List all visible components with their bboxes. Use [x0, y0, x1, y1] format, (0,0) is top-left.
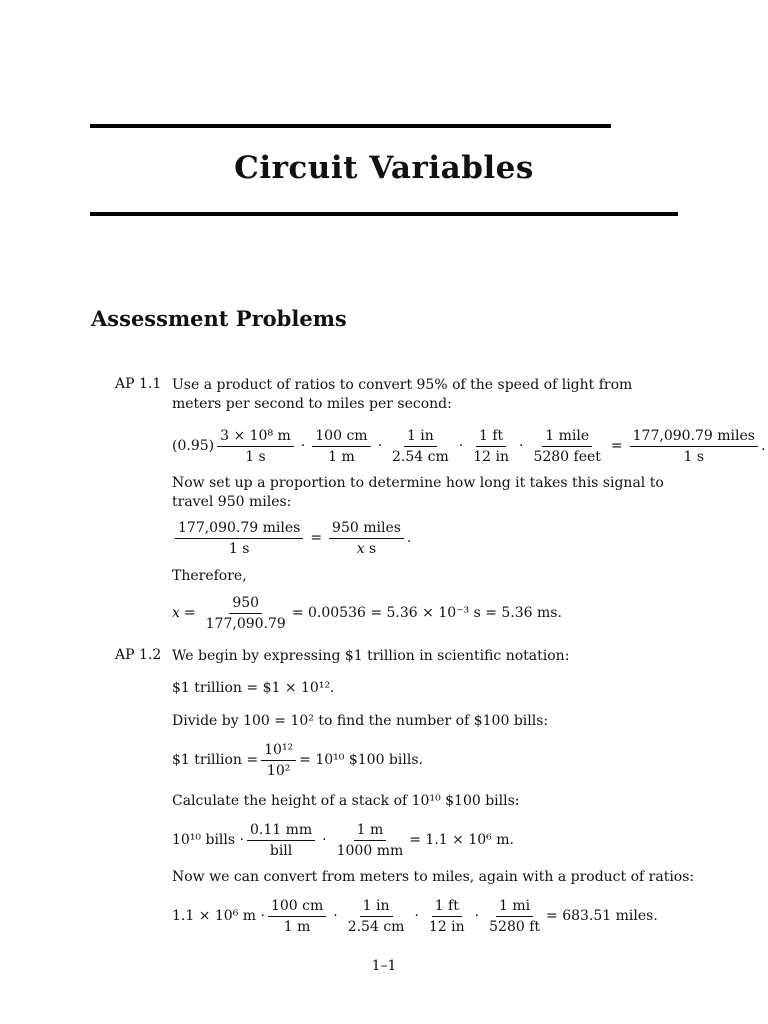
dot-operator: · [458, 438, 464, 454]
dot-operator: · [377, 438, 383, 454]
period: . [760, 438, 766, 454]
variable: x [172, 605, 180, 621]
dot-operator: · [300, 438, 306, 454]
page-number: 1–1 [371, 958, 397, 974]
problem-label-ap11: AP 1.1 [115, 376, 162, 392]
ap12-para-2: Divide by 100 = 10² to find the number of $100 bills: [172, 713, 549, 729]
fraction: $\frac{\text{10¹²}}{\text{10²}}$ [261, 741, 296, 780]
ap12-intro: We begin by expressing $1 trillion in scientific notation: [172, 648, 570, 664]
result: = 1.1 × 10⁶ m. [409, 832, 514, 848]
chapter-title: Circuit Variables [234, 150, 534, 186]
fraction: $\frac{\text{177,090.79 miles}}{1 s}$ [630, 427, 758, 466]
problem-label-ap12: AP 1.2 [115, 647, 162, 663]
fraction: $\frac{\text{1 mile}}{\text{5280 feet}}$ [533, 428, 601, 465]
ap12-equation-2 [172, 741, 423, 780]
fraction: $\frac{100 cm}{1 m}$ [268, 897, 326, 936]
result: = 10¹⁰ $100 bills. [299, 752, 423, 768]
fraction: $\frac{950}{177,090.79}$ [205, 595, 286, 632]
fraction: $\frac{100 cm}{1 m}$ [312, 427, 370, 466]
section-title: Assessment Problems [91, 306, 347, 331]
ap11-equation-3 [172, 594, 562, 633]
ap12-para-3: Calculate the height of a stack of 10¹⁰ $100 bills: [172, 793, 520, 809]
fraction: $\frac{\text{3 × 10⁸ m}}{1 s}$ [217, 427, 294, 466]
fraction: $\frac{\text{950 miles}}{\text{x s}}$ [329, 519, 404, 558]
bottom-rule [90, 212, 678, 216]
equals: = [610, 438, 623, 454]
ap12-equation-4 [172, 897, 658, 936]
ap11-para-2: Now set up a proportion to determine how long it takes this signal to travel 950 miles: [172, 475, 664, 510]
ap12-para-4: Now we can convert from meters to miles, again with a product of ratios: [172, 869, 695, 885]
lhs: $1 trillion = [172, 752, 259, 768]
fraction: $\frac{\text{177,090.79 miles}}{1 s}$ [175, 519, 303, 558]
lhs: 1.1 × 10⁶ m · [172, 908, 265, 924]
top-rule [90, 124, 611, 128]
dot-operator: · [333, 908, 338, 924]
fraction: $\frac{1 mi}{5280 ft}$ [489, 898, 541, 935]
equals: = [183, 605, 196, 621]
coefficient: (0.95) [172, 438, 215, 454]
fraction: $\frac{0.11 mm}{\text{bill}}$ [247, 821, 315, 860]
dot-operator: · [322, 832, 327, 848]
ap11-equation-1 [172, 427, 765, 466]
dot-operator: · [414, 908, 419, 924]
ap12-equation-3 [172, 821, 514, 860]
result: = 0.00536 = 5.36 × 10⁻³ s = 5.36 ms. [291, 605, 562, 621]
result: = 683.51 miles. [546, 908, 658, 924]
fraction: $\frac{1 m}{1000 mm}$ [336, 822, 404, 859]
ap11-equation-2 [172, 519, 411, 558]
fraction: $\frac{1 in}{2.54 cm}$ [347, 898, 405, 935]
ap11-intro: Use a product of ratios to convert 95% of the speed of light from meters per second to miles per second: [172, 377, 633, 412]
period: . [406, 530, 412, 546]
lhs: 10¹⁰ bills · [172, 832, 244, 848]
fraction: $\frac{1 in}{2.54 cm}$ [392, 428, 449, 465]
fraction: $\frac{1 ft}{12 in}$ [473, 428, 509, 465]
fraction: $\frac{1 ft}{12 in}$ [428, 898, 465, 935]
dot-operator: · [518, 438, 524, 454]
ap12-equation-1: $1 trillion = $1 × 10¹². [172, 680, 335, 696]
ap11-therefore: Therefore, [172, 568, 247, 584]
equals: = [310, 530, 323, 546]
dot-operator: · [474, 908, 480, 924]
